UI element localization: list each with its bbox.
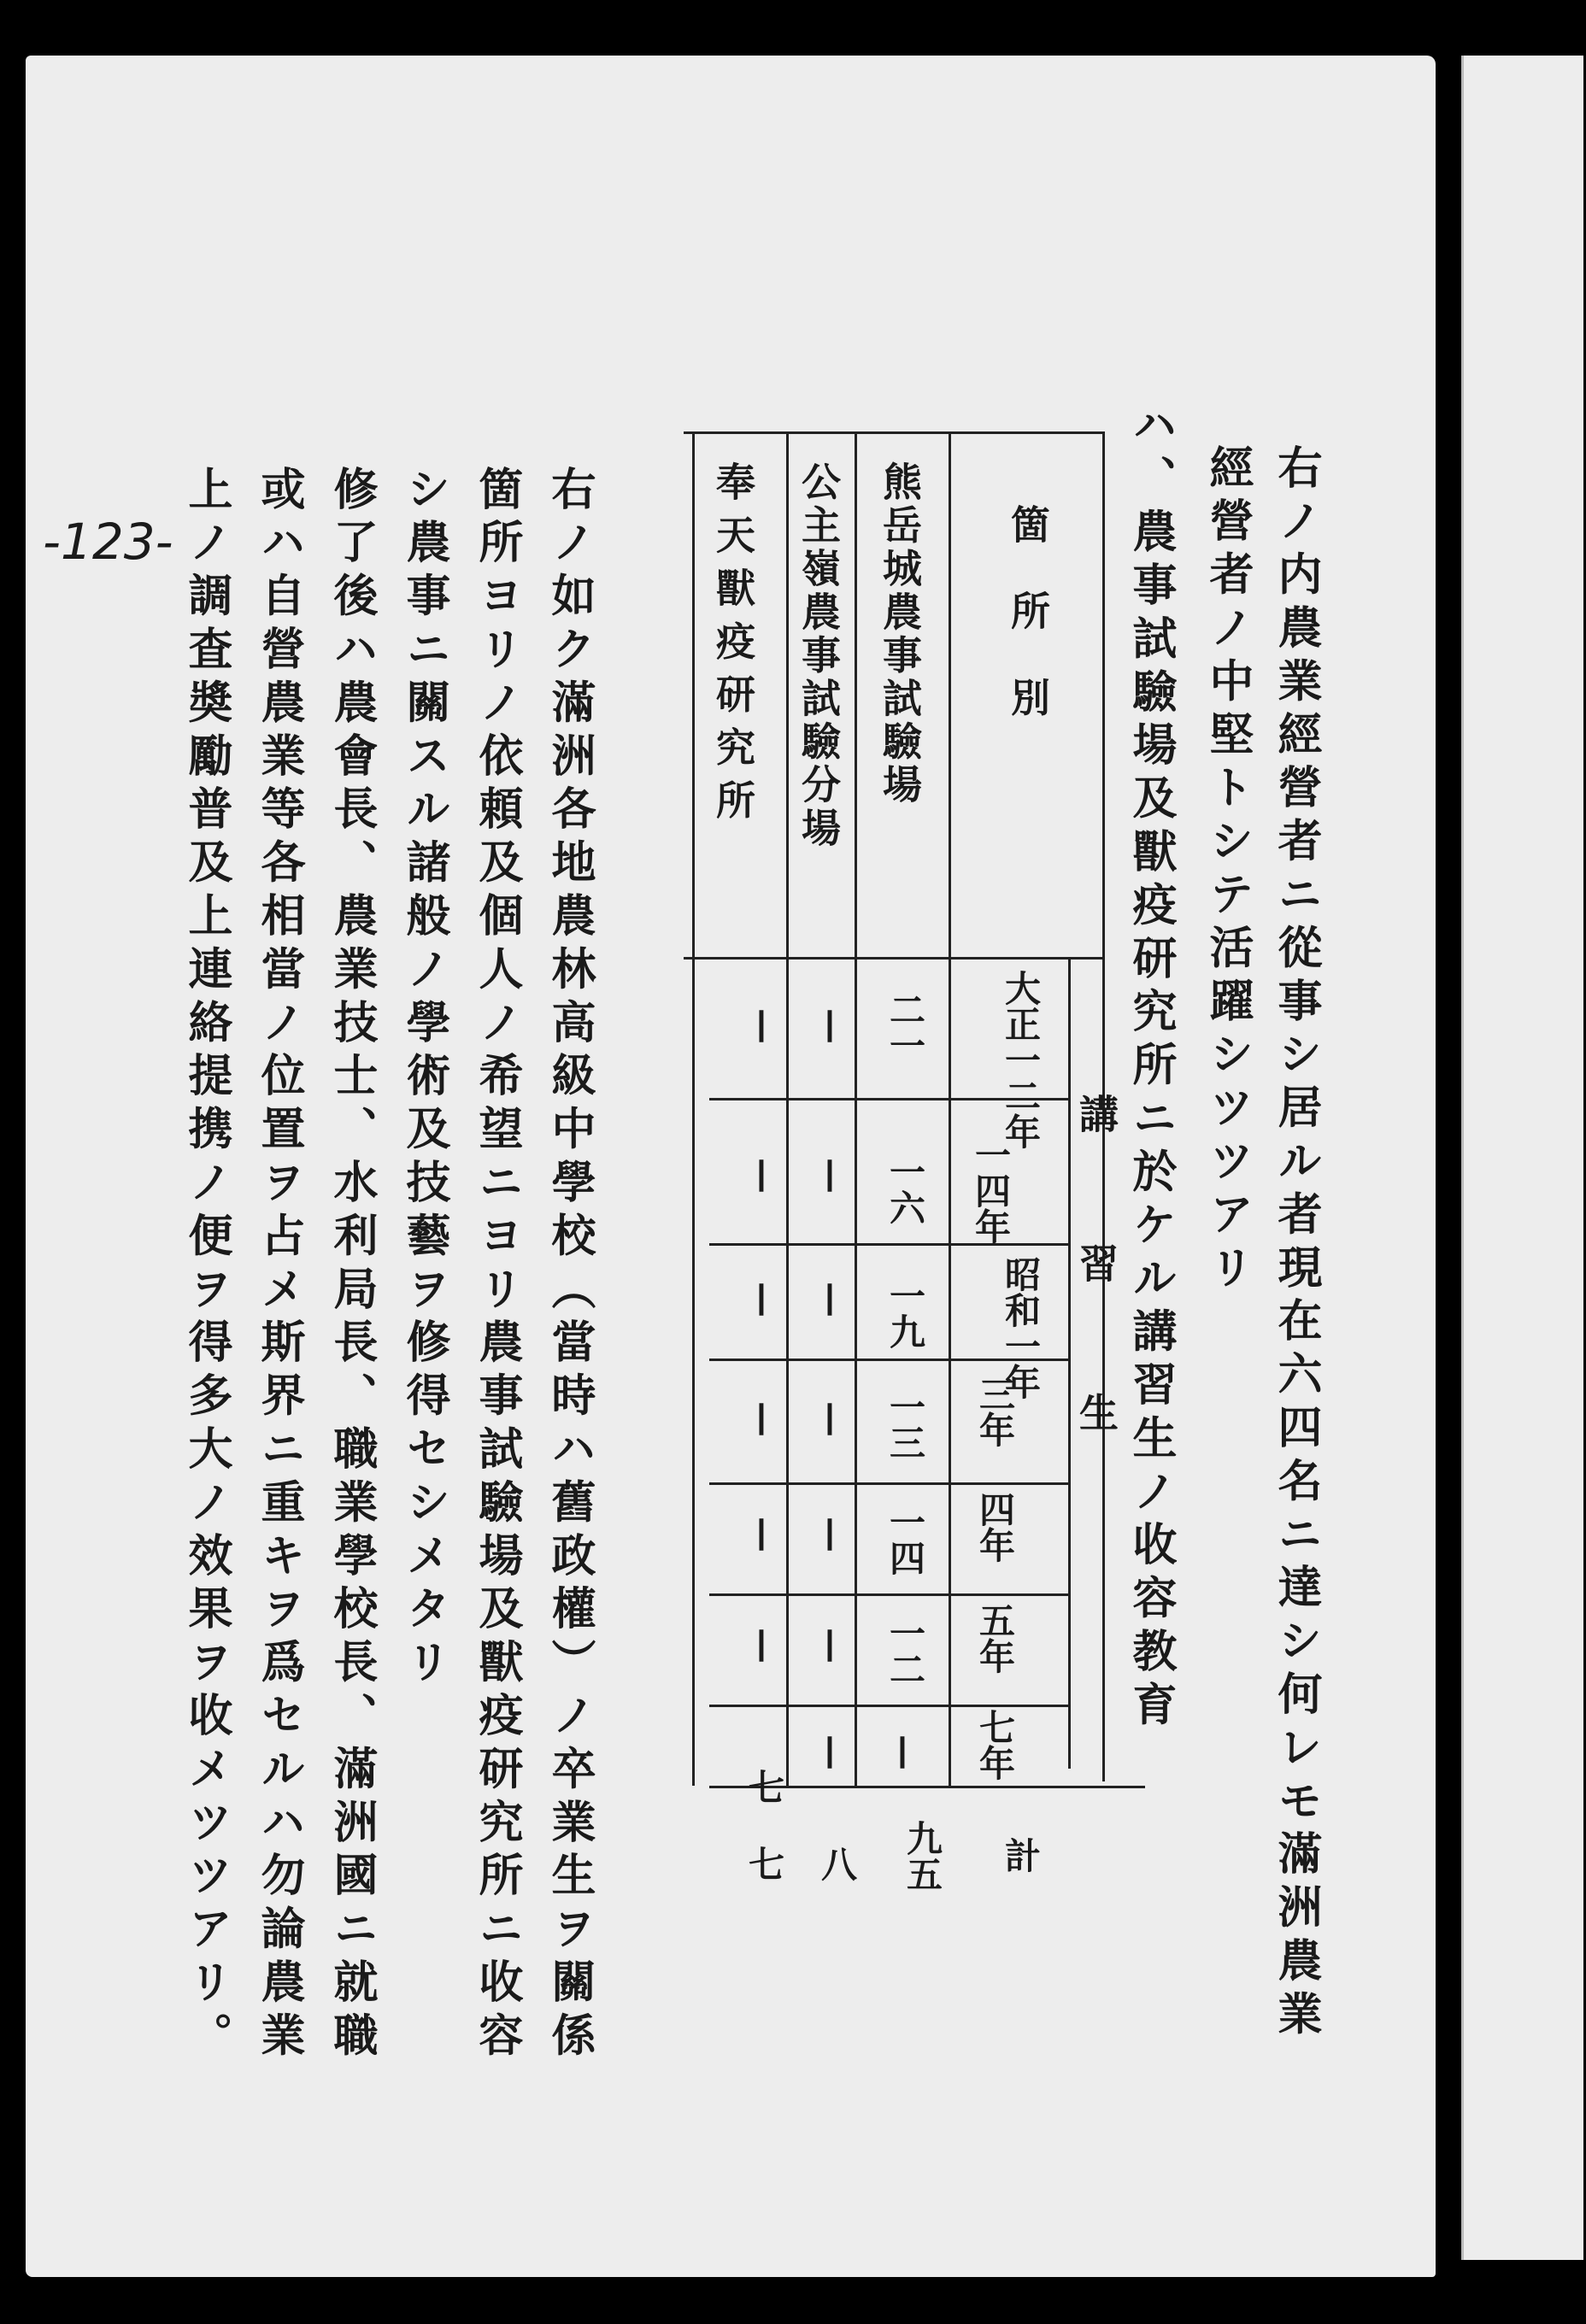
cell-r1-c2: 一六 <box>884 1153 926 1225</box>
cell-r2-c1: — <box>812 1008 854 1044</box>
text-line-2: 經營者ノ中堅トシテ活躍シツツアリ <box>1201 444 1254 1298</box>
row-name-1: 熊岳城農事試驗場 <box>877 461 923 807</box>
cell-r3-c7: 七 <box>743 1769 785 1805</box>
year-header-5: 四年 <box>974 1491 1016 1563</box>
cell-r2-c6: — <box>812 1628 854 1664</box>
cell-r1-c7: — <box>884 1734 926 1770</box>
cell-r3-c2: — <box>743 1158 785 1194</box>
text-line-6: シ農事ニ關スル諸般ノ學術及技藝ヲ修得セシメタリ <box>398 466 450 1693</box>
cell-r2-c5: — <box>812 1517 854 1552</box>
cell-r3-c3: — <box>743 1282 785 1318</box>
year-header-1: 大正一二年 <box>1000 970 1042 1149</box>
cell-r1-c4: 一三 <box>884 1388 926 1460</box>
cell-r3-total: 七 <box>743 1846 785 1881</box>
year-header-2: 一四年 <box>970 1136 1012 1244</box>
text-line-5: 箇所ヨリノ依頼及個人ノ希望ニヨリ農事試驗場及獸疫研究所ニ收容 <box>471 466 523 2065</box>
cell-r1-c1: 二一 <box>884 991 926 1063</box>
cell-r3-c4: — <box>743 1401 785 1437</box>
cell-r2-total: 八 <box>816 1846 858 1881</box>
year-header-3: 昭和一年 <box>1000 1256 1042 1400</box>
cell-r3-c5: — <box>743 1517 785 1552</box>
year-header-7: 七年 <box>974 1709 1016 1781</box>
text-line-4: 右ノ如ク滿洲各地農林高級中學校（當時ハ舊政權）ノ卒業生ヲ關係 <box>543 466 596 2065</box>
cell-r2-c2: — <box>812 1158 854 1194</box>
text-line-9: 上ノ調査奬勵普及上連絡提携ノ便ヲ得多大ノ效果ヲ收メツツアリ。 <box>180 466 232 2065</box>
year-header-6: 五年 <box>974 1602 1016 1674</box>
cell-r1-total: 九五 <box>902 1820 943 1892</box>
year-header-total: 計 <box>1000 1837 1042 1873</box>
text-line-7: 修了後ハ農會長、農業技士、水利局長、職業學校長、滿洲國ニ就職 <box>326 466 378 2065</box>
cell-r2-c7: — <box>812 1734 854 1770</box>
row-name-3: 奉天獸疫研究所 <box>710 461 756 833</box>
text-line-8: 或ハ自營農業等各相當ノ位置ヲ占メ斯界ニ重キヲ爲セルハ勿論農業 <box>253 466 305 2065</box>
cell-r3-c6: — <box>743 1628 785 1664</box>
row-name-2: 公主嶺農事試驗分場 <box>796 461 842 851</box>
adjacent-page-edge <box>1461 56 1583 2260</box>
cell-r1-c5: 一四 <box>884 1504 926 1576</box>
cell-r3-c1: — <box>743 1008 785 1044</box>
cell-r1-c6: 一二 <box>884 1615 926 1687</box>
header-group: 講習生 <box>1073 1094 1119 1542</box>
cell-r1-c3: 一九 <box>884 1277 926 1349</box>
page-number: -123- <box>43 513 173 571</box>
year-header-4: 三年 <box>974 1376 1016 1447</box>
text-line-1: 右ノ内農業經營者ニ從事シ居ル者現在六四名ニ達シ何レモ滿洲農業 <box>1270 444 1322 2045</box>
section-heading: ハ、農事試驗場及獸疫研究所ニ於ケル講習生ノ收容教育 <box>1125 402 1177 1734</box>
cell-r2-c3: — <box>812 1282 854 1318</box>
cell-r2-c4: — <box>812 1401 854 1437</box>
header-place: 箇所別 <box>1005 504 1051 764</box>
